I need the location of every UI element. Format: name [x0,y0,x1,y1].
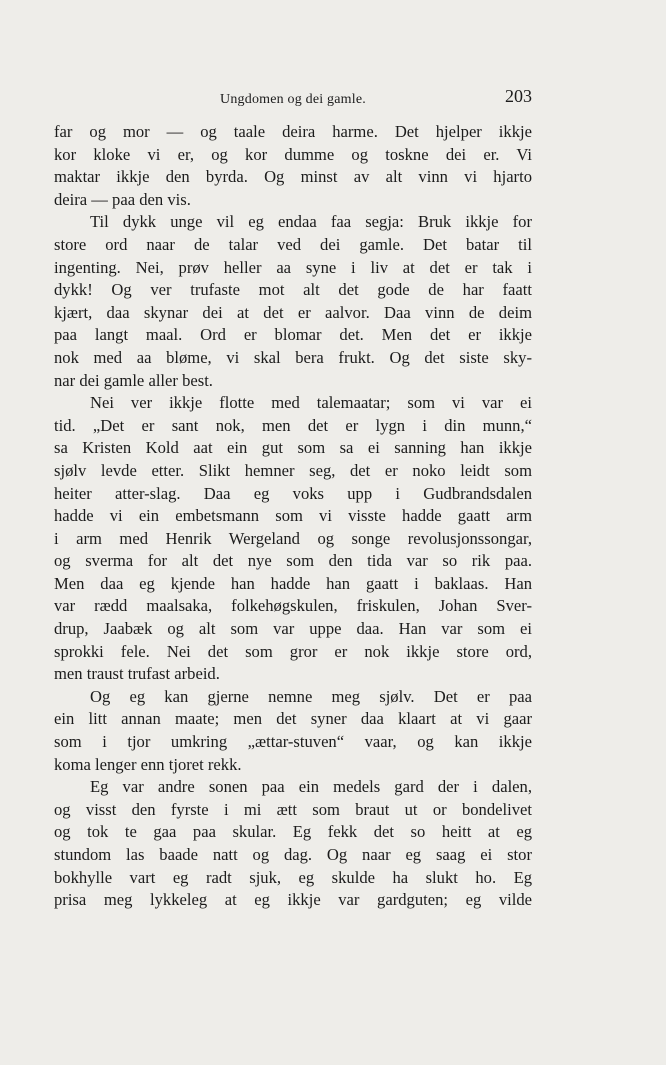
text-line: kor kloke vi er, og kor dumme og toskne dei er. Vi [54,144,532,164]
text-line: koma lenger enn tjoret rekk. [54,754,242,774]
text-line: store ord naar de talar ved dei gamle. Det batar til [54,234,532,254]
text-line: i arm med Henrik Wergeland og songe revolusjonssongar, [54,528,532,548]
text-line: som i tjor umkring „ættar-stuven“ vaar, og kan ikkje [54,732,532,752]
text-line: Eg var andre sonen paa ein medels gard der i dalen, [90,777,532,797]
text-line: stundom las baade natt og dag. Og naar eg saag ei stor [54,845,532,864]
text-line: ingenting. Nei, prøv heller aa syne i liv at det er tak i [54,257,532,277]
text-line: og tok te gaa paa skular. Eg fekk det so heitt at eg [54,822,532,842]
text-line: Og eg kan gjerne nemne meg sjølv. Det er paa [90,686,532,706]
text-line: Men daa eg kjende han hadde han gaatt i baklaas. Han [54,573,532,593]
text-line: var rædd maalsaka, folkehøgskulen, friskulen, Johan Sver- [54,596,532,616]
text-line: drup, Jaabæk og alt som var uppe daa. Han var som ei [54,619,532,639]
text-line: nok med aa bløme, vi skal bera frukt. Og det siste sky- [54,347,532,367]
text-line: dykk! Og ver trufaste mot alt det gode de har faatt [54,280,532,300]
text-line: ein litt annan maate; men det syner daa klaart at vi gaar [54,709,532,729]
text-line: hadde vi ein embetsmann som vi visste hadde gaatt arm [54,506,532,526]
text-line: bokhylle vart eg radt sjuk, eg skulde ha slukt ho. Eg [54,867,532,887]
text-line: kjært, daa skynar dei at det er aalvor. Daa vinn de deim [54,302,532,322]
text-line: sjølv levde etter. Slikt hemner seg, det er noko leidt som [54,460,532,480]
text-line: paa langt maal. Ord er blomar det. Men det er ikkje [54,325,532,345]
text-line: nar dei gamle aller best. [54,370,213,390]
text-line: far og mor — og taale deira harme. Det hjelper ikkje [54,122,532,141]
text-line: Nei ver ikkje flotte med talemaatar; som vi var ei [90,393,532,413]
text-line: og visst den fyrste i mi ætt som braut ut or bondelivet [54,799,532,819]
text-line: tid. „Det er sant nok, men det er lygn i din munn,“ [54,415,532,435]
text-line: maktar ikkje den byrda. Og minst av alt vinn vi hjarto [54,167,532,187]
text-line: prisa meg lykkeleg at eg ikkje var gardguten; eg vilde [54,890,532,910]
running-head [54,86,532,110]
text-line: sprokki fele. Nei det som gror er nok ikkje store ord, [54,641,532,661]
text-line: Til dykk unge vil eg endaa faa segja: Bruk ikkje for [90,212,532,232]
body-text [54,121,532,912]
running-title: Ungdomen og dei gamle. [220,92,366,107]
text-line: men traust trufast arbeid. [54,664,220,684]
text-line: sa Kristen Kold aat ein gut som sa ei sanning han ikkje [54,438,532,458]
text-line: deira — paa den vis. [54,189,191,209]
text-line: heiter atter-slag. Daa eg voks upp i Gudbrandsdalen [54,483,532,503]
page-number: 203 [505,86,532,106]
text-line: og sverma for alt det nye som den tida var so rik paa. [54,551,532,571]
